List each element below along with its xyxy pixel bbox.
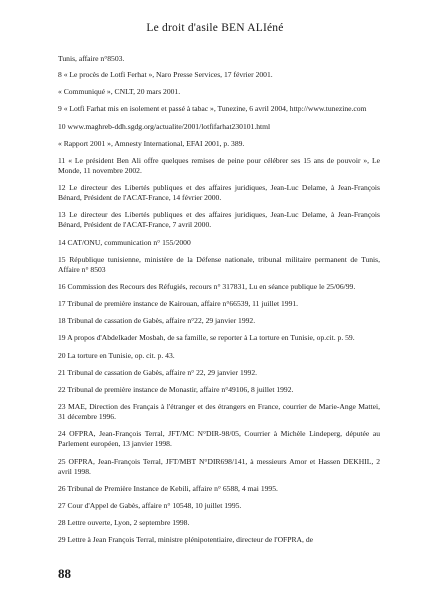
footnote: 28 Lettre ouverte, Lyon, 2 septembre 1998. xyxy=(58,518,190,528)
footnote: 16 Commission des Recours des Réfugiés, recours n° 317831, Lu en séance publique le 25/06/99. xyxy=(58,281,356,291)
footnote: 22 Tribunal de première instance de Monastir, affaire n°49106, 8 juillet 1992. xyxy=(58,385,294,394)
footnote: 19 A propos d'Abdelkader Mosbah, de sa famille, se reporter à La torture en Tunisie, op.cit. p. 59. xyxy=(58,333,355,343)
footnote: 15 République tunisienne, ministère de la Défense nationale, tribunal militaire permanent de Tunis, Affaire n° 8503 xyxy=(58,254,380,274)
footnotes-list xyxy=(58,54,380,553)
footnote: 10 www.maghreb-ddh.sgdg.org/actualite/2001/lotfifarhat230101.html xyxy=(58,121,271,131)
page-header: Le droit d'asile BEN ALIéné xyxy=(146,22,284,34)
footnote: 26 Tribunal de Première Instance de Kebili, affaire n° 6588, 4 mai 1995. xyxy=(58,483,278,493)
footnote: 23 MAE, Direction des Français à l'étranger et des étrangers en France, courrier de Marie-Ange Mattei, 31 décembre 1996. xyxy=(58,402,380,422)
footnote: 9 « Lotfi Farhat mis en isolement et passé à tabac », Tunezine, 6 avril 2004, http://www.tunezine.com xyxy=(58,104,367,114)
footnote: 18 Tribunal de cassation de Gabès, affaire n°22, 29 janvier 1992. xyxy=(58,316,256,326)
footnote: « Rapport 2001 », Amnesty International, EFAI 2001, p. 389. xyxy=(58,138,245,148)
footnote: 20 La torture en Tunisie, op. cit. p. 43. xyxy=(58,350,175,360)
footnote: 13 Le directeur des Libertés publiques et des affaires juridiques, Jean-Luc Delame, à Jean-François Bénard, Président de l'ACAT-France, 7 avril 2000. xyxy=(58,210,380,230)
footnote: 24 OFPRA, Jean-François Terral, JFT/MC N°DIR-98/05, Courrier à Michèle Lindeperg, députée au Parlement européen, 13 janvier 1998. xyxy=(58,429,380,449)
footnote: 29 Lettre à Jean François Terral, ministre plénipotentiaire, directeur de l'OFPRA, de xyxy=(58,535,314,545)
footnote: 21 Tribunal de cassation de Gabès, affaire n° 22, 29 janvier 1992. xyxy=(58,367,258,377)
footnote: 25 OFPRA, Jean-François Terral, JFT/MBT N°DIR698/141, à messieurs Amor et Hassen DEKHIL, 2 avril 1998. xyxy=(58,456,380,476)
footnote: 17 Tribunal de première instance de Kairouan, affaire n°66539, 11 juillet 1991. xyxy=(58,299,299,309)
footnote: 14 CAT/ONU, communication n° 155/2000 xyxy=(58,237,191,247)
footnote: Tunis, affaire n°8503. xyxy=(58,54,125,63)
footnote: « Communiqué », CNLT, 20 mars 2001. xyxy=(58,87,181,97)
footnote: 27 Cour d'Appel de Gabès, affaire n° 10548, 10 juillet 1995. xyxy=(58,500,242,510)
footnote: 12 Le directeur des Libertés publiques et des affaires juridiques, Jean-Luc Delame, à Jean-François Bénard, Président de l'ACAT-France, 14 février 2000. xyxy=(58,183,380,203)
page-number: 88 xyxy=(58,566,71,581)
footnote: 8 « Le procès de Lotfi Ferhat », Naro Presse Services, 17 février 2001. xyxy=(58,70,273,79)
footnote: 11 « Le président Ben Ali offre quelques remises de peine pour célébrer ses 15 ans de pouvoir », Le Monde, 11 novembre 2002. xyxy=(58,155,380,175)
